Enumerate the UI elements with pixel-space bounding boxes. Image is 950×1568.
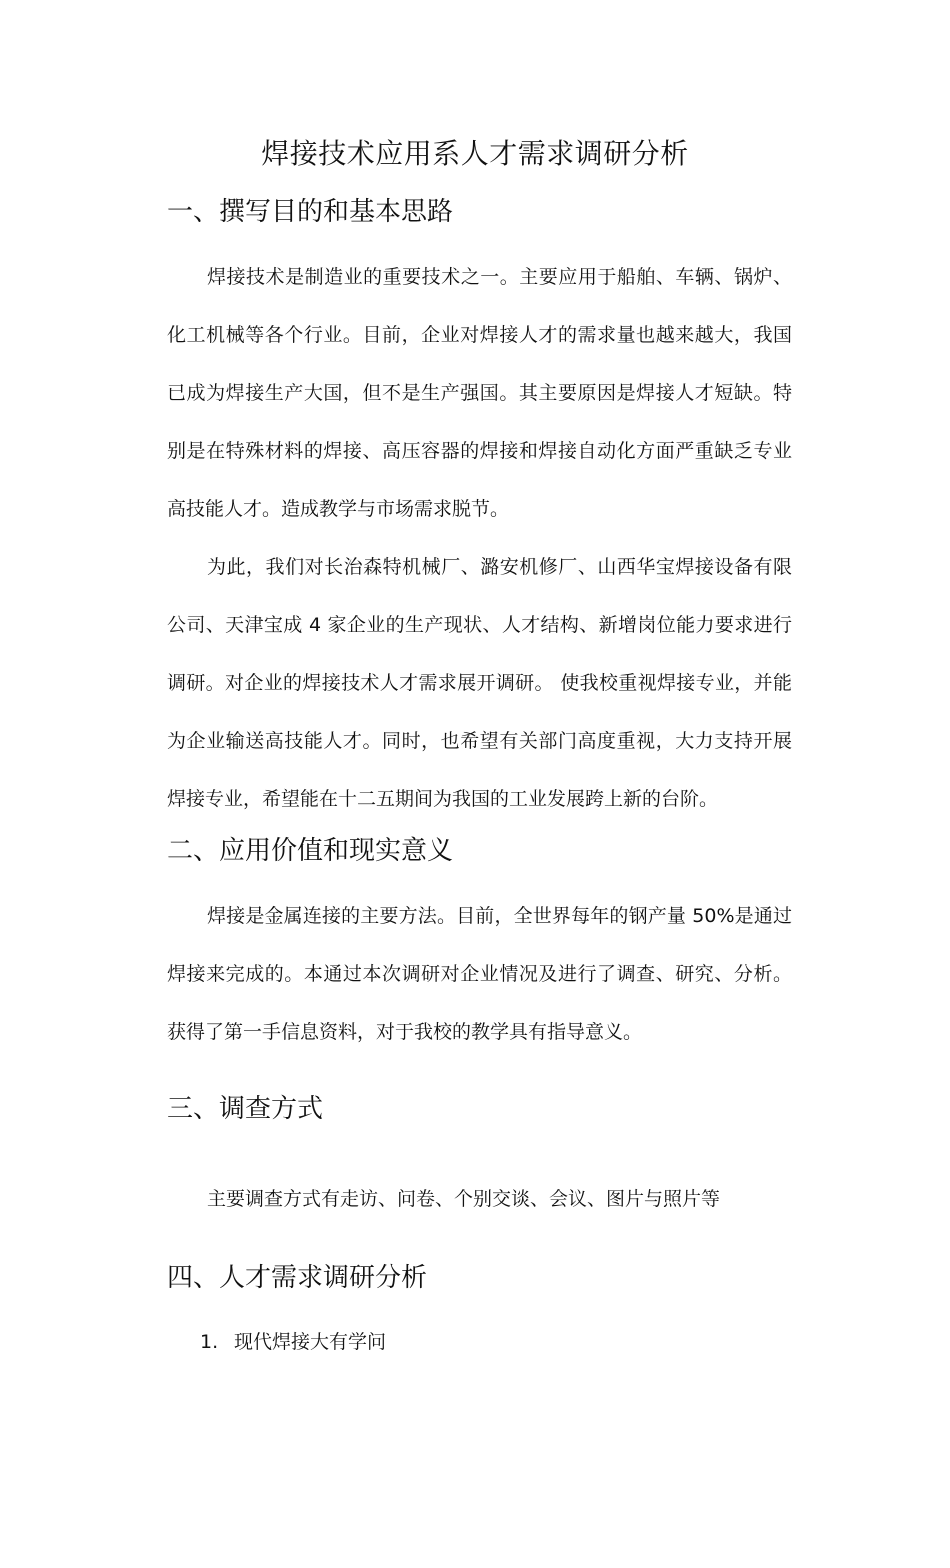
list-item — [200, 1327, 386, 1357]
paragraph-purpose-2: 为此，我们对长治森特机械厂、潞安机修厂、山西华宝焊接设备有限公司、天津宝成 4 家企业的生产现状、人才结构、新增岗位能力要求进行调研。对企业的焊接技术人才需求展开调研。 使我校重视焊接专业，并能为企业输送高技能人才。同时，也希望有关部门高度重视，大力支持开展焊接专业，希望能在十二五期间为我国的工业发展跨上新的台阶。 — [167, 556, 792, 810]
section-heading-value: 二、应用价值和现实意义 — [167, 836, 454, 866]
paragraph-method: 主要调查方式有走访、问卷、个别交谈、会议、图片与照片等 — [207, 1188, 721, 1210]
list-item-number: 1. — [200, 1331, 219, 1353]
paragraph-value-1: 焊接是金属连接的主要方法。目前，全世界每年的钢产量 50%是通过焊接来完成的。本通过本次调研对企业情况及进行了调查、研究、分析。获得了第一手信息资料，对于我校的教学具有指导意义。 — [167, 905, 792, 1043]
section-heading-method: 三、调查方式 — [167, 1094, 324, 1124]
paragraph-purpose-1: 焊接技术是制造业的重要技术之一。主要应用于船舶、车辆、锅炉、化工机械等各个行业。目前，企业对焊接人才的需求量也越来越大，我国已成为焊接生产大国，但不是生产强国。其主要原因是焊接人才短缺。特别是在特殊材料的焊接、高压容器的焊接和焊接自动化方面严重缺乏专业高技能人才。造成教学与市场需求脱节。 — [167, 266, 792, 520]
list-item-text: 现代焊接大有学问 — [234, 1331, 387, 1353]
document-title: 焊接技术应用系人才需求调研分析 — [261, 137, 689, 170]
section-heading-purpose: 一、撰写目的和基本思路 — [167, 197, 454, 227]
section-heading-analysis: 四、人才需求调研分析 — [167, 1263, 428, 1293]
